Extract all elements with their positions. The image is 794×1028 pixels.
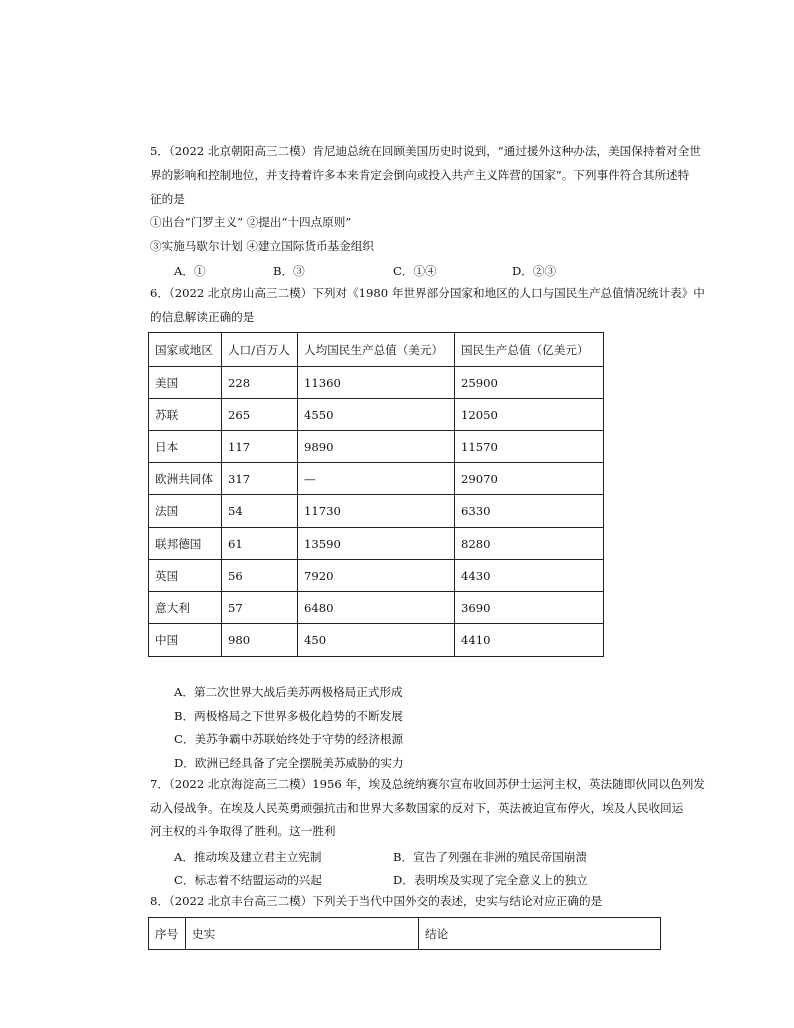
q6-option-b: B．两极格局之下世界多极化趋势的不断发展 — [174, 709, 403, 723]
cell-gnp-total: 3690 — [455, 592, 604, 624]
cell-population: 117 — [222, 431, 298, 463]
q8-stem-line-1: 8．（2022 北京丰台高三二模）下列关于当代中国外交的表述，史实与结论对应正确的是 — [150, 894, 603, 908]
q7-stem-line-1: 7．（2022 北京海淀高三二模）1956 年，埃及总统纳赛尔宣布收回苏伊士运河主权，英法随即伙同以色列发 — [150, 777, 705, 791]
q7-stem-line-2: 动入侵战争。在埃及人民英勇顽强抗击和世界大多数国家的反对下，英法被迫宣布停火，埃及人民收回运 — [150, 801, 684, 815]
header-fact: 史实 — [186, 918, 419, 950]
cell-population: 57 — [222, 592, 298, 624]
population-gnp-table — [148, 332, 604, 657]
cell-gnp-per-capita: 13590 — [298, 528, 455, 560]
cell-gnp-total: 4410 — [455, 624, 604, 657]
cell-country: 欧洲共同体 — [149, 463, 222, 495]
cell-population: 56 — [222, 560, 298, 592]
cell-country: 意大利 — [149, 592, 222, 624]
table-row — [149, 431, 604, 463]
q6-option-c: C．美苏争霸中苏联始终处于守势的经济根源 — [174, 732, 404, 746]
cell-gnp-per-capita: 450 — [298, 624, 455, 657]
q6-option-d: D．欧洲已经具备了完全摆脱美苏威胁的实力 — [174, 756, 404, 770]
q5-option-d: D．②③ — [512, 264, 557, 278]
header-gnp-total: 国民生产总值（亿美元） — [455, 333, 604, 367]
cell-gnp-per-capita: 9890 — [298, 431, 455, 463]
header-gnp-per-capita: 人均国民生产总值（美元） — [298, 333, 455, 367]
cell-population: 980 — [222, 624, 298, 657]
header-conclusion: 结论 — [419, 918, 661, 950]
table-row — [149, 399, 604, 431]
cell-country: 苏联 — [149, 399, 222, 431]
header-population: 人口/百万人 — [222, 333, 298, 367]
table-row — [149, 528, 604, 560]
cell-country: 法国 — [149, 495, 222, 528]
cell-population: 265 — [222, 399, 298, 431]
q7-stem-line-3: 河主权的斗争取得了胜利。这一胜利 — [150, 824, 336, 838]
table-row — [149, 495, 604, 528]
table-row — [149, 592, 604, 624]
cell-gnp-per-capita: 11360 — [298, 367, 455, 399]
cell-population: 228 — [222, 367, 298, 399]
cell-country: 美国 — [149, 367, 222, 399]
table-row — [149, 624, 604, 657]
cell-gnp-total: 29070 — [455, 463, 604, 495]
q5-option-b: B．③ — [273, 264, 305, 278]
q6-stem-line-1: 6．（2022 北京房山高三二模）下列对《1980 年世界部分国家和地区的人口与国民生产总值情况统计表》中 — [150, 286, 705, 300]
table-row — [149, 463, 604, 495]
cell-country: 中国 — [149, 624, 222, 657]
diplomacy-table — [148, 917, 661, 950]
q5-items-line-1: ①出台“门罗主义” ②提出“十四点原则” — [150, 215, 352, 229]
cell-gnp-total: 11570 — [455, 431, 604, 463]
q7-option-c: C．标志着不结盟运动的兴起 — [174, 873, 322, 887]
header-country: 国家或地区 — [149, 333, 222, 367]
cell-country: 日本 — [149, 431, 222, 463]
cell-gnp-per-capita: — — [298, 463, 455, 495]
table-row — [149, 367, 604, 399]
cell-country: 英国 — [149, 560, 222, 592]
cell-gnp-per-capita: 11730 — [298, 495, 455, 528]
q7-option-d: D．表明埃及实现了完全意义上的独立 — [393, 873, 588, 887]
cell-gnp-total: 6330 — [455, 495, 604, 528]
q5-stem-line-1: 5．（2022 北京朝阳高三二模）肯尼迪总统在回顾美国历史时说到，“通过援外这种办法，美国保持着对全世 — [150, 144, 701, 158]
cell-population: 317 — [222, 463, 298, 495]
q7-option-b: B．宣告了列强在非洲的殖民帝国崩溃 — [393, 850, 588, 864]
table-header-row — [149, 333, 604, 367]
header-index: 序号 — [149, 918, 186, 950]
q7-option-a: A．推动埃及建立君主立宪制 — [174, 850, 322, 864]
cell-gnp-per-capita: 6480 — [298, 592, 455, 624]
table-row — [149, 560, 604, 592]
q5-stem-line-3: 征的是 — [150, 192, 185, 206]
cell-gnp-per-capita: 7920 — [298, 560, 455, 592]
q5-option-c: C．①④ — [393, 264, 437, 278]
cell-gnp-total: 4430 — [455, 560, 604, 592]
q5-items-line-2: ③实施马歇尔计划 ④建立国际货币基金组织 — [150, 239, 374, 253]
q6-option-a: A．第二次世界大战后美苏两极格局正式形成 — [174, 685, 403, 699]
cell-gnp-per-capita: 4550 — [298, 399, 455, 431]
cell-population: 61 — [222, 528, 298, 560]
cell-gnp-total: 12050 — [455, 399, 604, 431]
cell-population: 54 — [222, 495, 298, 528]
cell-country: 联邦德国 — [149, 528, 222, 560]
q5-option-a: A．① — [174, 264, 206, 278]
q6-stem-line-2: 的信息解读正确的是 — [150, 310, 255, 324]
cell-gnp-total: 8280 — [455, 528, 604, 560]
cell-gnp-total: 25900 — [455, 367, 604, 399]
table-header-row — [149, 918, 661, 950]
q5-stem-line-2: 界的影响和控制地位，并支持着许多本来肯定会倒向或投入共产主义阵营的国家”。下列事件符合其所述特 — [150, 168, 690, 182]
